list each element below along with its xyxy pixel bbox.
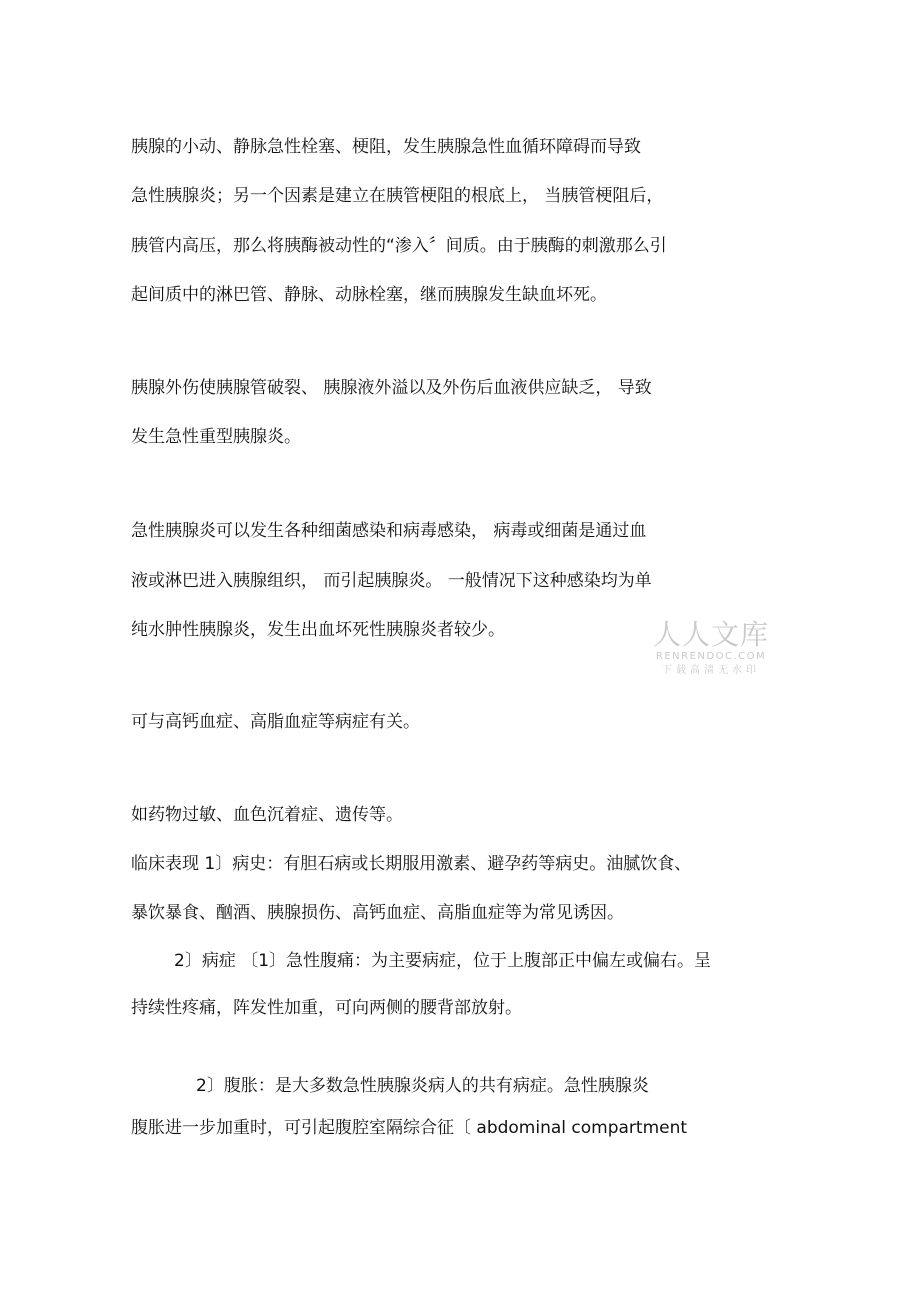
text-line: 胰腺外伤使胰腺管破裂、 胰腺液外溢以及外伤后血液供应缺乏， 导致	[131, 378, 652, 398]
text-line: 腹胀进一步加重时，可引起腹腔室隔综合征〔 abdominal compartment	[131, 1118, 688, 1138]
text-line: 可与高钙血症、高脂血症等病症有关。	[131, 712, 420, 732]
watermark-subtitle: 下载高清无水印	[662, 665, 760, 676]
text-line: 暴饮暴食、酗酒、胰腺损伤、高钙血症、高脂血症等为常见诱因。	[131, 903, 624, 923]
text-line: 胰管内高压，那么将胰酶被动性的“渗入〞间质。由于胰酶的刺激那么引	[131, 236, 667, 256]
text-line: 液或淋巴进入胰腺组织， 而引起胰腺炎。 一般情况下这种感染均为单	[131, 571, 652, 591]
text-line: 2〕腹胀：是大多数急性胰腺炎病人的共有病症。急性胰腺炎	[196, 1076, 649, 1096]
text-line: 2〕病症 〔1〕急性腹痛：为主要病症，位于上腹部正中偏左或偏右。呈	[174, 951, 712, 971]
text-line: 起间质中的淋巴管、静脉、动脉栓塞，继而胰腺发生缺血坏死。	[131, 285, 607, 305]
text-line: 纯水肿性胰腺炎，发生出血坏死性胰腺炎者较少。	[131, 620, 505, 640]
text-line: 临床表现 1〕病史：有胆石病或长期服用激素、避孕药等病史。油腻饮食、	[131, 854, 692, 874]
watermark-logo	[636, 620, 786, 678]
text-line: 急性胰腺炎；另一个因素是建立在胰管梗阻的根底上， 当胰管梗阻后，	[131, 186, 664, 206]
watermark-url: RENRENDOC.COM	[655, 651, 767, 662]
text-line: 持续性疼痛，阵发性加重，可向两侧的腰背部放射。	[131, 998, 522, 1018]
watermark-title: 人人文库	[652, 618, 769, 651]
text-line: 如药物过敏、血色沉着症、遗传等。	[131, 805, 403, 825]
text-line: 发生急性重型胰腺炎。	[131, 427, 301, 447]
text-line: 胰腺的小动、静脉急性栓塞、梗阻，发生胰腺急性血循环障碍而导致	[131, 137, 641, 157]
text-line: 急性胰腺炎可以发生各种细菌感染和病毒感染， 病毒或细菌是通过血	[131, 521, 647, 541]
